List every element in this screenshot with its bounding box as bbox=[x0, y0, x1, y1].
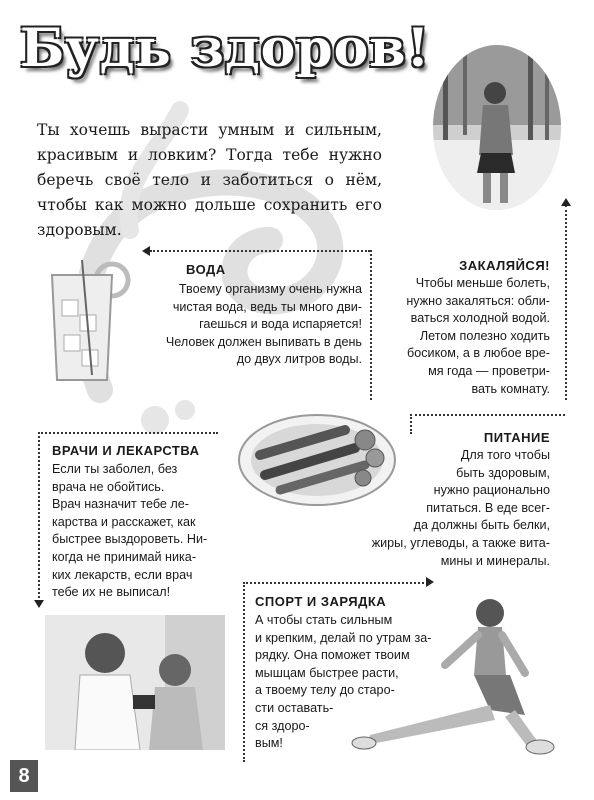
doctors-text bbox=[52, 461, 222, 602]
sport-line: рядку. Она поможет твоим bbox=[255, 648, 410, 663]
doctors-arrow bbox=[34, 600, 44, 608]
hardening-line: вать комнату. bbox=[471, 381, 550, 396]
nutrition-heading: ПИТАНИЕ bbox=[483, 430, 550, 445]
sport-line: мышцам быстрее расти, bbox=[255, 665, 399, 680]
nutrition-line: быть здоровым, bbox=[456, 465, 550, 480]
hardening-text bbox=[385, 275, 550, 398]
hardening-line: Чтобы меньше болеть, bbox=[415, 276, 550, 290]
sport-connector-vertical bbox=[243, 582, 245, 762]
water-line: Твоему организму очень нужна bbox=[178, 282, 362, 296]
sport-line: вым! bbox=[255, 736, 283, 751]
section-hardening bbox=[385, 258, 550, 398]
water-glass-illustration bbox=[42, 255, 137, 385]
stretching-girl-photo bbox=[350, 595, 565, 760]
water-line: до двух литров воды. bbox=[236, 352, 362, 367]
water-line: гаешься и вода испаряется! bbox=[199, 317, 362, 332]
section-doctors bbox=[52, 443, 222, 602]
hardening-line: ваться холодной водой. bbox=[410, 311, 550, 326]
nutrition-line: питаться. В еде всег- bbox=[426, 500, 550, 515]
water-connector bbox=[150, 250, 370, 252]
doctors-connector-vertical bbox=[38, 432, 40, 602]
water-heading: ВОДА bbox=[186, 262, 226, 277]
harden-connector bbox=[565, 205, 567, 400]
doctors-line: карства и расскажет, как bbox=[52, 514, 196, 529]
doctors-connector bbox=[38, 432, 218, 434]
sport-arrow bbox=[426, 577, 434, 587]
section-nutrition bbox=[371, 430, 550, 570]
hardening-line: нужно закаляться: обли- bbox=[406, 293, 550, 308]
doctors-line: быстрее выздороветь. Ни- bbox=[52, 532, 208, 547]
doctors-line: Если ты заболел, без bbox=[52, 462, 178, 476]
sport-line: ся здоро- bbox=[255, 718, 310, 733]
doctors-line: тебе их не выписал! bbox=[52, 585, 171, 600]
nutrition-text bbox=[310, 447, 550, 570]
hardening-line: Летом полезно ходить bbox=[419, 328, 550, 343]
winter-girl-photo bbox=[433, 45, 561, 210]
nutrition-line: мины и минералы. bbox=[440, 553, 550, 568]
intro-text: Ты хочешь вырасти умным и сильным, красивым и ловким? Тогда тебе нужно беречь своё тело и заботиться о нём, чтобы как можно дольше сохранить его здоровым. bbox=[37, 121, 382, 239]
doctors-line: когда не принимай ника- bbox=[52, 549, 197, 564]
doctors-line: ких лекарств, если врач bbox=[52, 567, 193, 582]
water-text bbox=[150, 281, 362, 369]
water-line: чистая вода, ведь ты много дви- bbox=[172, 299, 362, 314]
hardening-line: мя года — проветри- bbox=[428, 363, 550, 378]
page-title: Будь здоров! bbox=[20, 18, 431, 79]
sport-line: А чтобы стать сильным bbox=[255, 613, 393, 627]
doctor-children-photo bbox=[45, 615, 225, 750]
nutrition-line: жиры, углеводы, а также вита- bbox=[371, 535, 550, 550]
doctors-line: Врач назначит тебе ле- bbox=[52, 497, 189, 512]
sport-connector bbox=[243, 582, 428, 584]
hardening-heading: ЗАКАЛЯЙСЯ! bbox=[459, 258, 550, 273]
hardening-line: босиком, а в любое вре- bbox=[407, 346, 550, 361]
sport-line: и крепким, делай по утрам за- bbox=[255, 630, 432, 645]
water-line: Человек должен выпивать в день bbox=[165, 334, 362, 349]
nutrition-line: нужно рационально bbox=[433, 483, 550, 498]
doctors-line: врача не обойтись. bbox=[52, 479, 165, 494]
doctors-heading: ВРАЧИ И ЛЕКАРСТВА bbox=[52, 443, 200, 458]
sport-heading: СПОРТ И ЗАРЯДКА bbox=[255, 594, 387, 609]
food-connector bbox=[410, 414, 565, 416]
page-number: 8 bbox=[10, 760, 38, 792]
harden-arrow bbox=[561, 198, 571, 206]
sport-line: а твоему телу до старо- bbox=[255, 683, 395, 698]
nutrition-line: да должны быть белки, bbox=[413, 518, 550, 533]
nutrition-line: Для того чтобы bbox=[460, 448, 550, 462]
sport-line: сти оставать- bbox=[255, 700, 334, 715]
water-connector-vertical bbox=[370, 250, 372, 400]
water-arrow bbox=[142, 246, 150, 256]
